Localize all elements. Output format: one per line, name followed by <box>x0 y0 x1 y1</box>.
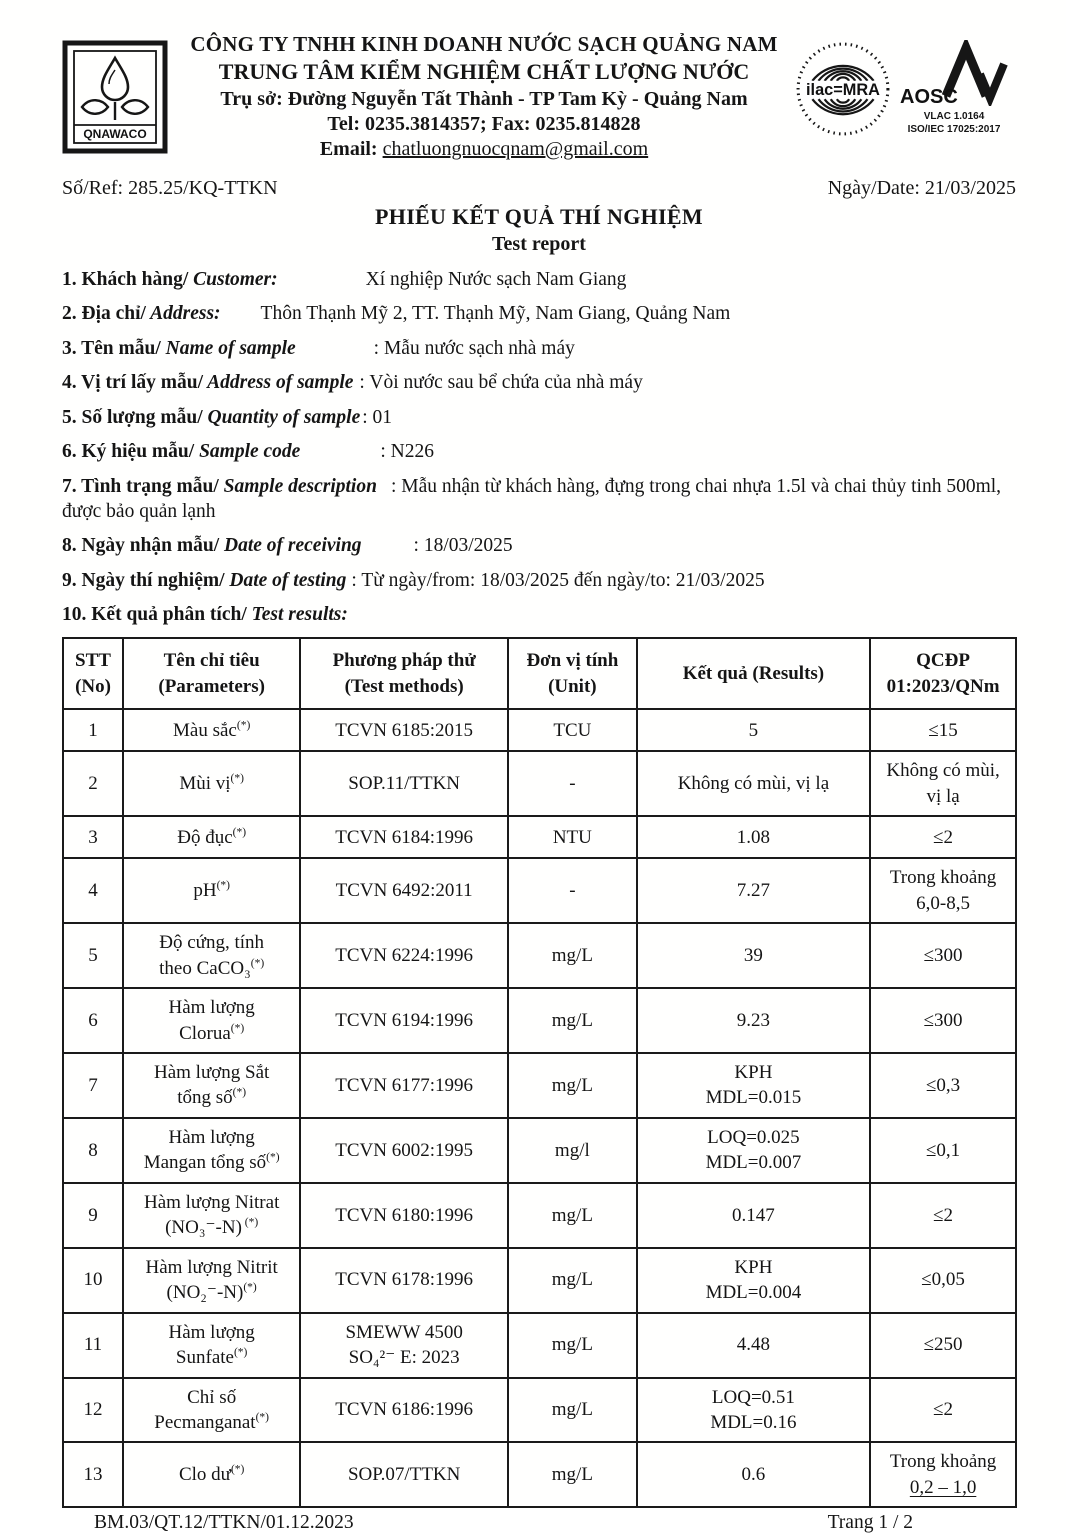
company-email-line <box>174 138 794 161</box>
accreditation-logos <box>794 26 1016 138</box>
row-method: SOP.11/TTKN <box>300 751 508 816</box>
table-row <box>63 816 1016 858</box>
qnawaco-logo <box>62 26 174 159</box>
row-parameter: Hàm lượng Clorua(*) <box>123 988 300 1053</box>
row-result: 4.48 <box>637 1313 870 1378</box>
row-unit: - <box>508 751 637 816</box>
email-link[interactable]: chatluongnuocqnam@gmail.com <box>382 138 649 160</box>
company-block <box>174 26 794 161</box>
svg-text:ilac=MRA: ilac=MRA <box>806 81 880 100</box>
row-limit: ≤0,05 <box>870 1248 1016 1313</box>
table-row <box>63 923 1016 988</box>
row-parameter: Chỉ số Pecmanganat(*) <box>123 1378 300 1443</box>
address-value: Thôn Thạnh Mỹ 2, TT. Thạnh Mỹ, Nam Giang, Quảng Nam <box>260 303 731 325</box>
row-unit: mg/L <box>508 923 637 988</box>
table-row <box>63 1053 1016 1118</box>
row-unit: mg/L <box>508 1378 637 1443</box>
row-method: TCVN 6492:2011 <box>300 858 508 923</box>
info-sample-code: 6. Ký hiệu mẫu/ Sample code : N226 <box>62 441 434 463</box>
row-unit: NTU <box>508 816 637 858</box>
row-parameter: pH(*) <box>123 858 300 923</box>
col-header-methods: Phương pháp thử (Test methods) <box>300 638 508 709</box>
info-sample-name: 3. Tên mẫu/ Name of sample : Mẫu nước sạch nhà máy <box>62 337 575 359</box>
row-unit: TCU <box>508 709 637 751</box>
row-result: 39 <box>637 923 870 988</box>
row-method: SMEWW 4500 SO₄²⁻ E: 2023 <box>300 1313 508 1378</box>
row-parameter: Hàm lượng Sắt tổng số(*) <box>123 1053 300 1118</box>
info-address: 2. Địa chỉ/ Address: Thôn Thạnh Mỹ 2, TT. Thạnh Mỹ, Nam Giang, Quảng Nam <box>62 303 731 325</box>
center-name: TRUNG TÂM KIỂM NGHIỆM CHẤT LƯỢNG NƯỚC <box>218 59 750 84</box>
row-parameter: Hàm lượng Sunfate(*) <box>123 1313 300 1378</box>
row-method: TCVN 6184:1996 <box>300 816 508 858</box>
info-date-testing: 9. Ngày thí nghiệm/ Date of testing : Từ ngày/from: 18/03/2025 đến ngày/to: 21/03/2025 <box>62 569 765 591</box>
row-method: TCVN 6185:2015 <box>300 709 508 751</box>
info-sample-description: 7. Tình trạng mẫu/ Sample description : Mẫu nhận từ khách hàng, đựng trong chai nhựa 1.5l và chai thủy tinh 500ml, được bảo quản lạnh <box>62 475 1002 522</box>
sample-info-list <box>62 268 1016 628</box>
row-parameter: Mùi vị(*) <box>123 751 300 816</box>
row-result: 1.08 <box>637 816 870 858</box>
table-row <box>63 988 1016 1053</box>
row-limit: Trong khoảng 0,2 – 1,0 <box>870 1442 1016 1507</box>
row-result: KPH MDL=0.004 <box>637 1248 870 1313</box>
row-limit: ≤300 <box>870 923 1016 988</box>
row-unit: mg/L <box>508 1183 637 1248</box>
row-stt: 12 <box>63 1378 123 1443</box>
row-unit: mg/L <box>508 1313 637 1378</box>
form-code: BM.03/QT.12/TTKN/01.12.2023 <box>94 1512 354 1534</box>
row-limit: ≤300 <box>870 988 1016 1053</box>
info-date-receiving: 8. Ngày nhận mẫu/ Date of receiving : 18/03/2025 <box>62 535 513 557</box>
row-unit: mg/L <box>508 1248 637 1313</box>
report-ref-number: Số/Ref: 285.25/KQ-TTKN <box>62 177 278 199</box>
row-limit: Không có mùi, vị lạ <box>870 751 1016 816</box>
col-header-results: Kết quả (Results) <box>637 638 870 709</box>
row-stt: 10 <box>63 1248 123 1313</box>
row-stt: 13 <box>63 1442 123 1507</box>
table-row <box>63 1442 1016 1507</box>
company-name: CÔNG TY TNHH KINH DOANH NƯỚC SẠCH QUẢNG NAM <box>190 32 778 56</box>
table-row <box>63 709 1016 751</box>
row-method: TCVN 6186:1996 <box>300 1378 508 1443</box>
results-table <box>62 637 1017 1508</box>
table-row <box>63 751 1016 816</box>
sample-name-value: : Mẫu nước sạch nhà máy <box>373 337 575 359</box>
row-stt: 7 <box>63 1053 123 1118</box>
row-stt: 8 <box>63 1118 123 1183</box>
row-limit: ≤0,1 <box>870 1118 1016 1183</box>
row-result: 5 <box>637 709 870 751</box>
row-stt: 6 <box>63 988 123 1053</box>
row-method: TCVN 6224:1996 <box>300 923 508 988</box>
date-testing-value: : Từ ngày/from: 18/03/2025 đến ngày/to: 21/03/2025 <box>351 569 765 591</box>
svg-text:AOSC: AOSC <box>900 86 958 106</box>
results-table-body <box>63 709 1016 1507</box>
row-method: TCVN 6177:1996 <box>300 1053 508 1118</box>
row-result: 0.6 <box>637 1442 870 1507</box>
info-customer: 1. Khách hàng/ Customer: Xí nghiệp Nước sạch Nam Giang <box>62 269 627 290</box>
qnawaco-logo-icon <box>62 40 168 154</box>
row-parameter: Màu sắc(*) <box>123 709 300 751</box>
ilac-mra-icon <box>794 40 892 138</box>
row-stt: 3 <box>63 816 123 858</box>
row-method: TCVN 6178:1996 <box>300 1248 508 1313</box>
ref-date-row <box>62 177 1016 200</box>
row-limit: ≤15 <box>870 709 1016 751</box>
row-limit: ≤2 <box>870 1183 1016 1248</box>
table-row <box>63 858 1016 923</box>
info-test-results-heading: 10. Kết quả phân tích/ Test results: <box>62 604 348 626</box>
email-label: Email: <box>319 138 383 160</box>
row-unit: - <box>508 858 637 923</box>
row-unit: mg/L <box>508 988 637 1053</box>
report-date: Ngày/Date: 21/03/2025 <box>827 177 1016 199</box>
report-title-en: Test report <box>492 233 586 255</box>
cert-iso-standard: ISO/IEC 17025:2017 <box>907 123 1001 135</box>
aosc-logo <box>900 40 1008 136</box>
row-unit: mg/L <box>508 1053 637 1118</box>
row-limit: ≤2 <box>870 1378 1016 1443</box>
row-result: 7.27 <box>637 858 870 923</box>
sample-code-value: : N226 <box>380 441 434 463</box>
cert-vlac-number: VLAC 1.0164 <box>923 111 985 122</box>
page-number: Trang 1 / 2 <box>827 1512 913 1534</box>
page-footer <box>62 1512 1017 1534</box>
table-row <box>63 1378 1016 1443</box>
customer-value: Xí nghiệp Nước sạch Nam Giang <box>365 269 627 290</box>
row-stt: 5 <box>63 923 123 988</box>
row-limit: Trong khoảng 6,0-8,5 <box>870 858 1016 923</box>
row-result: Không có mùi, vị lạ <box>637 751 870 816</box>
row-method: TCVN 6194:1996 <box>300 988 508 1053</box>
row-limit: ≤0,3 <box>870 1053 1016 1118</box>
aosc-icon <box>900 40 1008 106</box>
col-header-unit: Đơn vị tính (Unit) <box>508 638 637 709</box>
info-sample-quantity: 5. Số lượng mẫu/ Quantity of sample : 01 <box>62 406 393 428</box>
row-parameter: Độ đục(*) <box>123 816 300 858</box>
info-sample-location: 4. Vị trí lấy mẫu/ Address of sample : Vòi nước sau bể chứa của nhà máy <box>62 372 643 394</box>
row-stt: 11 <box>63 1313 123 1378</box>
col-header-stt: STT (No) <box>63 638 123 709</box>
sample-description-value: : Mẫu nhận từ khách hàng, đựng trong chai nhựa 1.5l và chai thủy tinh 500ml, được bảo quản lạnh <box>62 475 1002 522</box>
row-result: 0.147 <box>637 1183 870 1248</box>
date-receiving-value: : 18/03/2025 <box>413 535 513 557</box>
row-limit: ≤250 <box>870 1313 1016 1378</box>
row-stt: 2 <box>63 751 123 816</box>
col-header-parameters: Tên chỉ tiêu (Parameters) <box>123 638 300 709</box>
row-result: 9.23 <box>637 988 870 1053</box>
sample-location-value: : Vòi nước sau bể chứa của nhà máy <box>359 372 643 394</box>
row-stt: 4 <box>63 858 123 923</box>
col-header-limit: QCĐP 01:2023/QNm <box>870 638 1016 709</box>
row-stt: 9 <box>63 1183 123 1248</box>
row-parameter: Hàm lượng Nitrat (NO₃⁻-N) (*) <box>123 1183 300 1248</box>
report-title-vi: PHIẾU KẾT QUẢ THÍ NGHIỆM <box>375 204 703 229</box>
row-result: KPH MDL=0.015 <box>637 1053 870 1118</box>
row-method: TCVN 6180:1996 <box>300 1183 508 1248</box>
table-row <box>63 1248 1016 1313</box>
table-row <box>63 1313 1016 1378</box>
letterhead <box>62 26 1016 161</box>
row-result: LOQ=0.025 MDL=0.007 <box>637 1118 870 1183</box>
row-unit: mg/L <box>508 1442 637 1507</box>
company-address: Trụ sở: Đường Nguyễn Tất Thành - TP Tam Kỳ - Quảng Nam <box>220 88 748 110</box>
company-telfax: Tel: 0235.3814357; Fax: 0235.814828 <box>327 113 641 135</box>
row-unit: mg/l <box>508 1118 637 1183</box>
row-parameter: Hàm lượng Nitrit (NO₂⁻-N)(*) <box>123 1248 300 1313</box>
results-table-header-row <box>63 638 1016 709</box>
row-method: SOP.07/TTKN <box>300 1442 508 1507</box>
row-stt: 1 <box>63 709 123 751</box>
row-result: LOQ=0.51 MDL=0.16 <box>637 1378 870 1443</box>
sample-quantity-value: : 01 <box>362 406 393 428</box>
row-parameter: Hàm lượng Mangan tổng số(*) <box>123 1118 300 1183</box>
row-method: TCVN 6002:1995 <box>300 1118 508 1183</box>
row-limit: ≤2 <box>870 816 1016 858</box>
row-parameter: Clo dư(*) <box>123 1442 300 1507</box>
row-parameter: Độ cứng, tính theo CaCO₃(*) <box>123 923 300 988</box>
svg-text:QNAWACO: QNAWACO <box>83 127 147 141</box>
table-row <box>63 1118 1016 1183</box>
table-row <box>63 1183 1016 1248</box>
